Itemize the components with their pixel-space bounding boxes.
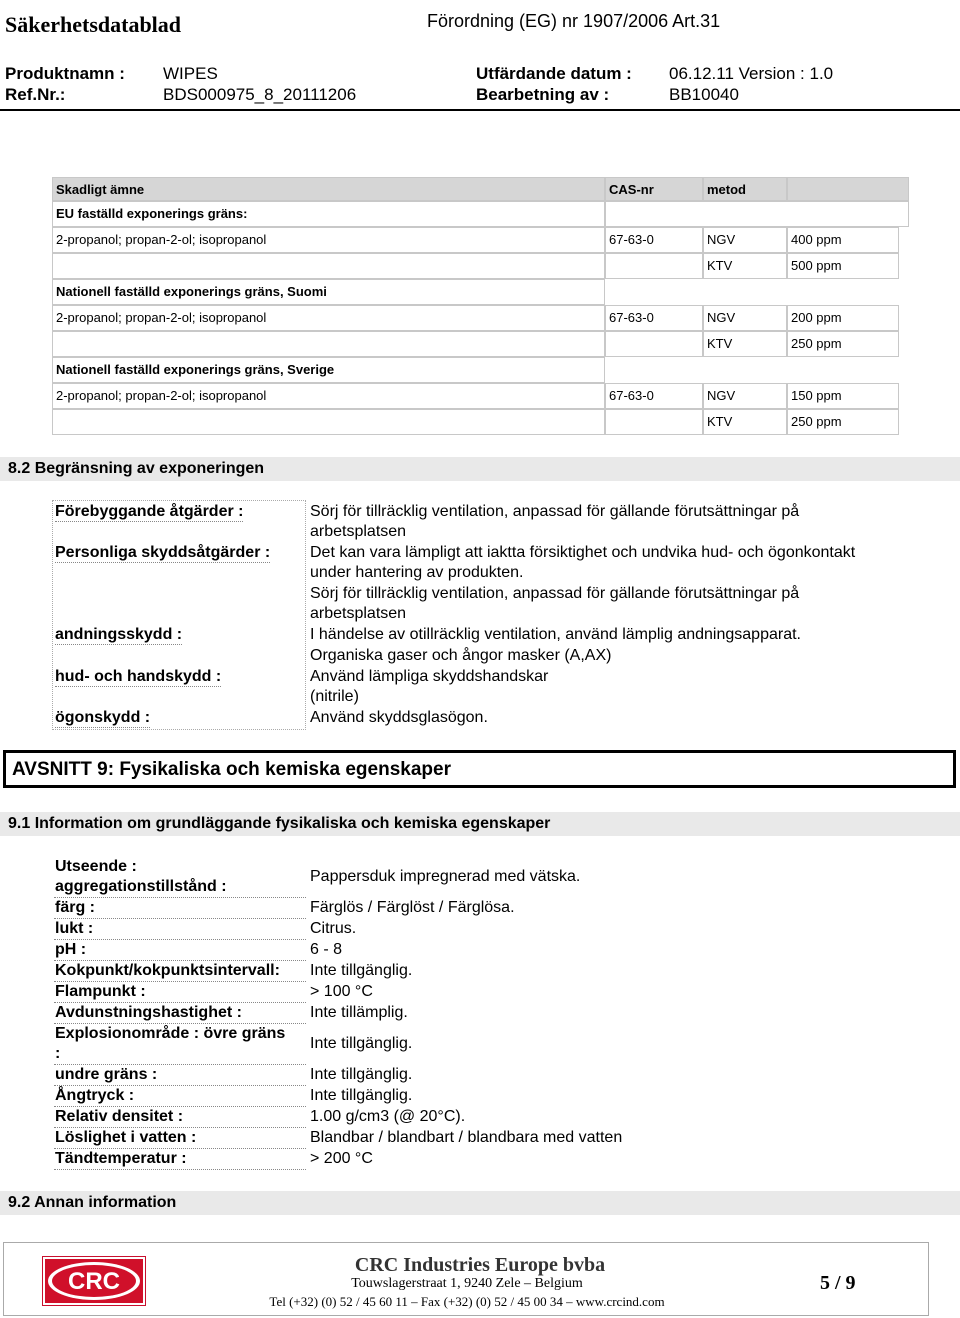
respiratory-text-1: I händelse av otillräcklig ventilation, använd lämplig andningsapparat.	[310, 626, 801, 643]
eye-protection-label: ögonskydd :	[55, 709, 151, 726]
ph-label: pH :	[55, 941, 87, 958]
hand-protection-text-1: Använd lämpliga skyddshandskar	[310, 668, 549, 685]
respiratory-label: andningsskydd :	[55, 626, 183, 643]
row-divider	[54, 918, 306, 919]
table-row	[52, 331, 605, 357]
eu-ktv-value: 500 ppm	[787, 253, 899, 279]
row-divider	[54, 897, 306, 898]
table-row	[605, 331, 703, 357]
row-divider	[54, 1085, 306, 1086]
evaporation-rate-label: Avdunstningshastighet :	[55, 1004, 242, 1021]
ref-number-label: Ref.Nr.:	[5, 85, 66, 104]
explosion-range-label-2: :	[55, 1045, 61, 1062]
table-row	[605, 253, 703, 279]
hand-protection-label: hud- och handskydd :	[55, 668, 222, 685]
eu-ngv-method: NGV	[703, 227, 787, 253]
exposure-limits-table	[52, 177, 912, 436]
ref-number-value: BDS000975_8_20111206	[163, 85, 357, 104]
lower-limit-label: undre gräns :	[55, 1066, 158, 1083]
page-number: 5 / 9	[820, 1272, 856, 1294]
odour-value: Citrus.	[310, 920, 357, 937]
personal-protection-text-2: under hantering av produkten.	[310, 564, 524, 581]
prevention-text-2: arbetsplatsen	[310, 523, 407, 540]
fi-ktv-method: KTV	[703, 331, 787, 357]
product-name-value: WIPES	[163, 64, 218, 83]
row-divider	[54, 981, 306, 982]
explosion-range-label-1: Explosionområde : övre gräns	[55, 1025, 286, 1042]
row-divider	[54, 1023, 306, 1024]
company-address: Touwslagerstraat 1, 9240 Zele – Belgium	[351, 1276, 583, 1291]
appearance-label-2: aggregationstillstånd :	[55, 878, 227, 895]
eu-substance: 2-propanol; propan-2-ol; isopropanol	[52, 227, 605, 253]
eu-cas: 67-63-0	[605, 227, 703, 253]
section-8-2-title: 8.2 Begränsning av exponeringen	[8, 460, 265, 477]
personal-protection-label: Personliga skyddsåtgärder :	[55, 544, 271, 561]
crc-logo-text: CRC	[68, 1268, 120, 1295]
row-divider	[54, 1169, 306, 1170]
water-solubility-value: Blandbar / blandbart / blandbara med vatten	[310, 1129, 623, 1146]
header-divider	[0, 109, 960, 111]
ignition-temperature-label: Tändtemperatur :	[55, 1150, 187, 1167]
personal-protection-text-3: Sörj för tillräcklig ventilation, anpassad för gällande förutsättningar på	[310, 585, 800, 602]
fi-substance: 2-propanol; propan-2-ol; isopropanol	[52, 305, 605, 331]
se-ktv-value: 250 ppm	[787, 409, 899, 435]
appearance-value: Pappersduk impregnerad med vätska.	[310, 868, 581, 885]
flash-point-value: > 100 °C	[310, 983, 373, 1000]
flash-point-label: Flampunkt :	[55, 983, 146, 1000]
row-divider	[54, 1064, 306, 1065]
document-title: Säkerhetsdatablad	[5, 12, 182, 37]
row-divider	[54, 1106, 306, 1107]
protection-label-column	[52, 500, 306, 730]
table-row	[52, 253, 605, 279]
issue-date-value: 06.12.11 Version : 1.0	[669, 64, 834, 83]
fi-ngv-value: 200 ppm	[787, 305, 899, 331]
odour-label: lukt :	[55, 920, 94, 937]
fi-cas: 67-63-0	[605, 305, 703, 331]
colour-value: Färglös / Färglöst / Färglösa.	[310, 899, 515, 916]
row-divider	[54, 939, 306, 940]
prevention-label: Förebyggande åtgärder :	[55, 503, 244, 520]
ph-value: 6 - 8	[310, 941, 343, 958]
se-ktv-method: KTV	[703, 409, 787, 435]
table-header-method: metod	[703, 177, 787, 201]
row-divider	[54, 1148, 306, 1149]
product-name-label: Produktnamn :	[5, 64, 125, 83]
water-solubility-label: Löslighet i vatten :	[55, 1129, 197, 1146]
eu-ngv-value: 400 ppm	[787, 227, 899, 253]
edited-by-value: BB10040	[669, 85, 739, 104]
section-9-2-title: 9.2 Annan information	[8, 1194, 177, 1211]
boiling-point-label: Kokpunkt/kokpunktsintervall:	[55, 962, 280, 979]
company-contact: Tel (+32) (0) 52 / 45 60 11 – Fax (+32) (0) 52 / 45 00 34 – www.crcind.com	[269, 1294, 665, 1309]
row-divider	[54, 960, 306, 961]
relative-density-value: 1.00 g/cm3 (@ 20°C).	[310, 1108, 466, 1125]
table-row	[52, 409, 605, 435]
fi-ngv-method: NGV	[703, 305, 787, 331]
fi-ktv-value: 250 ppm	[787, 331, 899, 357]
lower-limit-value: Inte tillgänglig.	[310, 1066, 413, 1083]
table-header-blank	[787, 177, 909, 201]
personal-protection-text-4: arbetsplatsen	[310, 605, 407, 622]
se-ngv-method: NGV	[703, 383, 787, 409]
se-ngv-value: 150 ppm	[787, 383, 899, 409]
se-cas: 67-63-0	[605, 383, 703, 409]
vapour-pressure-value: Inte tillgänglig.	[310, 1087, 413, 1104]
row-divider	[54, 1002, 306, 1003]
eu-ktv-method: KTV	[703, 253, 787, 279]
se-substance: 2-propanol; propan-2-ol; isopropanol	[52, 383, 605, 409]
fi-limit-title: Nationell faställd exponerings gräns, Suomi	[52, 279, 605, 305]
row-divider	[54, 1127, 306, 1128]
regulation-reference: Förordning (EG) nr 1907/2006 Art.31	[427, 11, 721, 31]
section-9-title: AVSNITT 9: Fysikaliska och kemiska egenskaper	[12, 759, 451, 780]
colour-label: färg :	[55, 899, 95, 916]
eye-protection-text: Använd skyddsglasögon.	[310, 709, 488, 726]
table-row	[605, 409, 703, 435]
eu-limit-title: EU faställd exponerings gräns:	[52, 201, 605, 227]
relative-density-label: Relativ densitet :	[55, 1108, 184, 1125]
se-limit-title: Nationell faställd exponerings gräns, Sverige	[52, 357, 605, 383]
table-header-substance: Skadligt ämne	[52, 177, 605, 201]
table-row	[605, 201, 909, 227]
appearance-label-1: Utseende :	[55, 858, 137, 875]
company-name: CRC Industries Europe bvba	[354, 1254, 606, 1276]
issue-date-label: Utfärdande datum :	[476, 64, 632, 83]
edited-by-label: Bearbetning av :	[476, 85, 610, 104]
section-9-1-title: 9.1 Information om grundläggande fysikaliska och kemiska egenskaper	[8, 815, 551, 832]
table-header-cas: CAS-nr	[605, 177, 703, 201]
vapour-pressure-label: Ångtryck :	[55, 1087, 135, 1104]
hand-protection-text-2: (nitrile)	[310, 688, 359, 705]
ignition-temperature-value: > 200 °C	[310, 1150, 373, 1167]
prevention-text-1: Sörj för tillräcklig ventilation, anpassad för gällande förutsättningar på	[310, 503, 800, 520]
explosion-range-value: Inte tillgänglig.	[310, 1035, 413, 1052]
respiratory-text-2: Organiska gaser och ångor masker (A,AX)	[310, 647, 612, 664]
evaporation-rate-value: Inte tillämplig.	[310, 1004, 408, 1021]
boiling-point-value: Inte tillgänglig.	[310, 962, 413, 979]
personal-protection-text-1: Det kan vara lämpligt att iaktta försiktighet och undvika hud- och ögonkontakt	[310, 544, 856, 561]
